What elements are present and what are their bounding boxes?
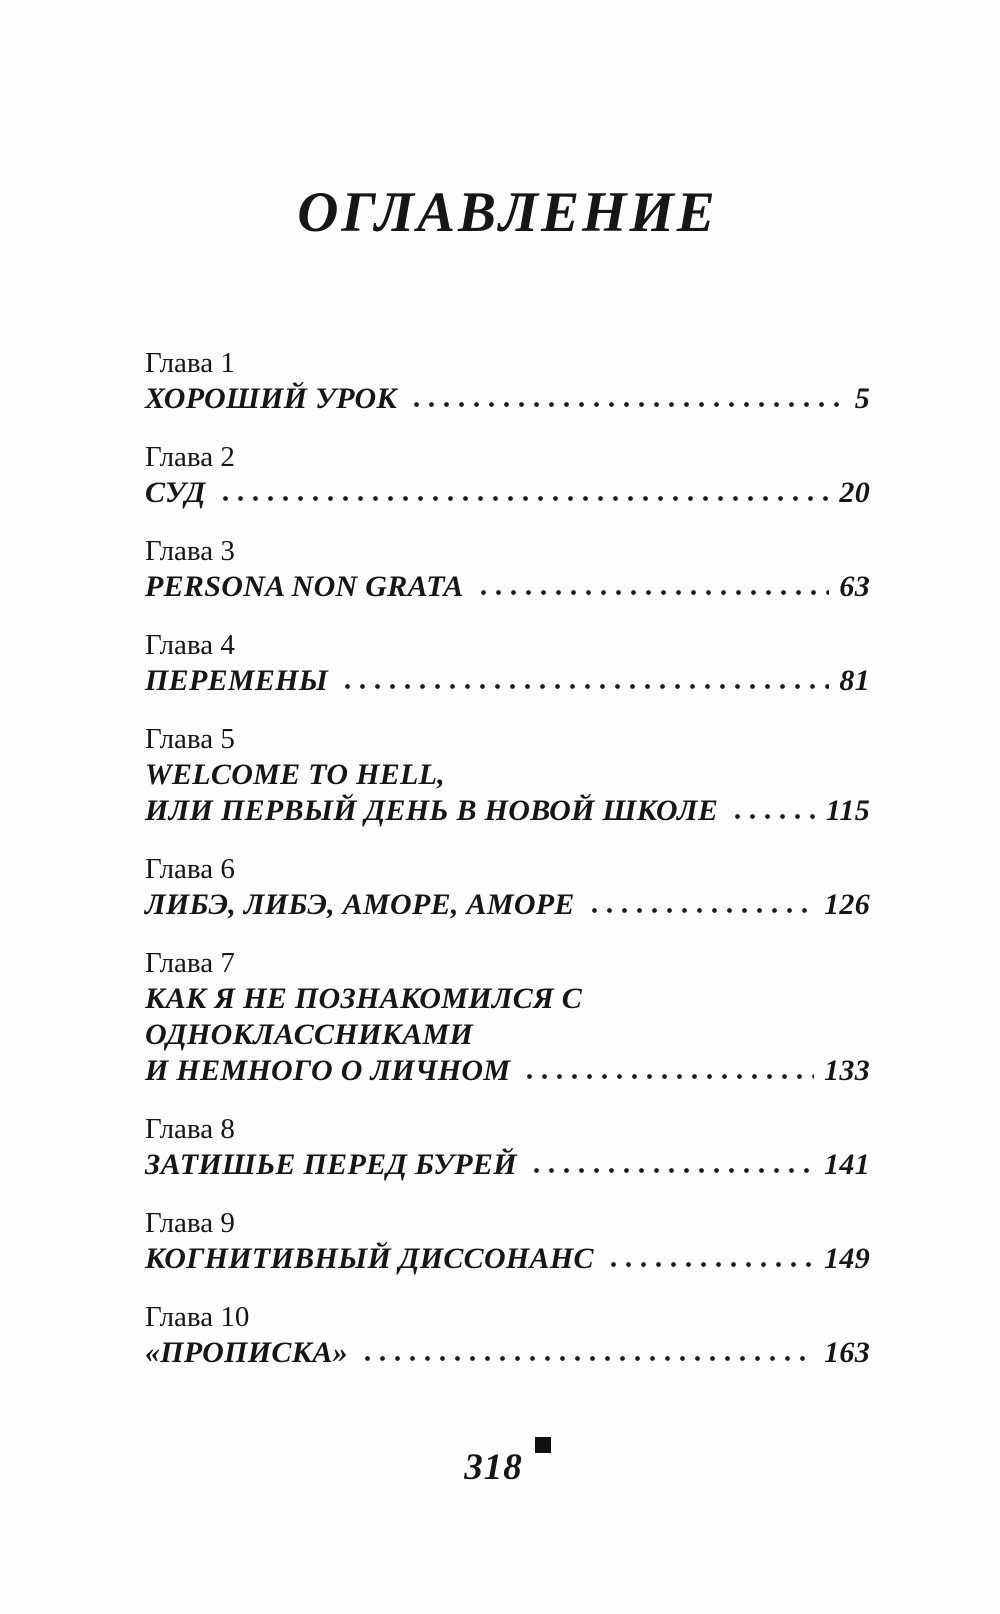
- page-number: 20: [839, 475, 870, 509]
- dot-leader: [730, 813, 816, 820]
- dot-leader: [522, 1073, 814, 1080]
- title-row: [145, 1241, 870, 1277]
- toc-entry: [145, 627, 870, 699]
- toc-entry: [145, 721, 870, 829]
- chapter-label: Глава 3: [145, 534, 235, 567]
- page-number: 163: [824, 1335, 870, 1369]
- chapter-label: Глава 2: [145, 440, 235, 473]
- entry-title: «ПРОПИСКА»: [145, 1335, 348, 1369]
- entry-title: КОГНИТИВНЫЙ ДИССОНАНС: [145, 1241, 594, 1275]
- chapter-label: Глава 1: [145, 346, 235, 379]
- entry-title: ЗАТИШЬЕ ПЕРЕД БУРЕЙ: [145, 1147, 517, 1181]
- entry-title: СУД: [145, 475, 206, 509]
- chapter-label: Глава 6: [145, 852, 235, 885]
- dot-leader: [529, 1167, 814, 1174]
- chapter-label: Глава 9: [145, 1206, 235, 1239]
- ink-square-mark: [535, 1437, 551, 1453]
- entry-title: ХОРОШИЙ УРОК: [145, 381, 398, 415]
- entry-title: ЛИБЭ, ЛИБЭ, АМОРЕ, АМОРЕ: [145, 887, 575, 921]
- toc-entry: [145, 533, 870, 605]
- dot-leader: [606, 1261, 814, 1268]
- page-title: ОГЛАВЛЕНИЕ: [297, 181, 718, 244]
- entry-title: PERSONA NON GRATA: [145, 569, 464, 603]
- dot-leader: [587, 907, 814, 914]
- page-number: 126: [824, 887, 870, 921]
- entry-title-line: WELCOME TO HELL,: [145, 757, 446, 791]
- toc-entry: [145, 1111, 870, 1183]
- page-number: 133: [824, 1053, 870, 1087]
- footer-page-number: 318: [464, 1446, 523, 1488]
- toc-entry: [145, 1299, 870, 1371]
- footer-inner: [464, 1446, 551, 1488]
- dot-leader: [340, 683, 829, 690]
- toc-entry: [145, 1205, 870, 1277]
- toc-entry: [145, 439, 870, 511]
- chapter-label: Глава 7: [145, 946, 235, 979]
- page-number: 5: [854, 381, 870, 415]
- toc-entry: [145, 851, 870, 923]
- chapter-label: Глава 8: [145, 1112, 235, 1145]
- dot-leader: [476, 589, 830, 596]
- page-number: 149: [824, 1241, 870, 1275]
- title-row: [145, 887, 870, 923]
- title-row: [145, 1053, 870, 1089]
- dot-leader: [360, 1355, 814, 1362]
- entry-title: И НЕМНОГО О ЛИЧНОМ: [145, 1053, 511, 1087]
- title-row: [145, 663, 870, 699]
- page-number: 81: [839, 663, 870, 697]
- entry-title: ИЛИ ПЕРВЫЙ ДЕНЬ В НОВОЙ ШКОЛЕ: [145, 793, 719, 827]
- toc-list: [145, 345, 870, 1371]
- dot-leader: [409, 401, 845, 408]
- title-row: [145, 793, 870, 829]
- title-row: [145, 569, 870, 605]
- entry-title-line: КАК Я НЕ ПОЗНАКОМИЛСЯ С ОДНОКЛАССНИКАМИ: [145, 981, 583, 1051]
- title-row: [145, 381, 870, 417]
- page-number: 63: [839, 569, 870, 603]
- page-number: 115: [825, 793, 870, 827]
- chapter-label: Глава 5: [145, 722, 235, 755]
- title-row: [145, 1147, 870, 1183]
- entry-title: ПЕРЕМЕНЫ: [145, 663, 329, 697]
- page-footer: [145, 1446, 870, 1488]
- toc-entry: [145, 345, 870, 417]
- toc-entry: [145, 945, 870, 1089]
- chapter-label: Глава 4: [145, 628, 235, 661]
- chapter-label: Глава 10: [145, 1300, 250, 1333]
- page-number: 141: [824, 1147, 870, 1181]
- dot-leader: [218, 495, 830, 502]
- title-row: [145, 1335, 870, 1371]
- title-row: [145, 475, 870, 511]
